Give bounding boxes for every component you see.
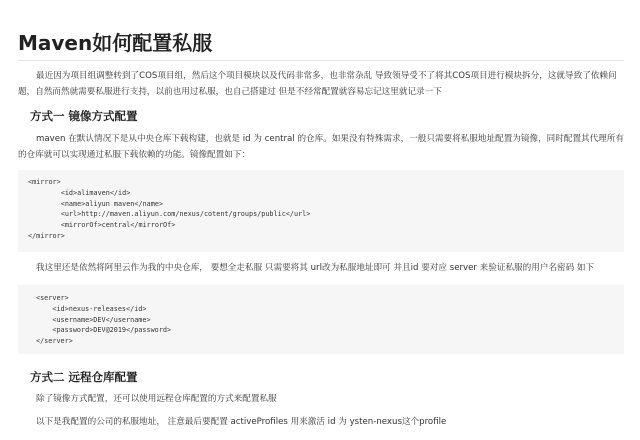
code-line: <mirror> bbox=[28, 178, 61, 186]
code-line: </mirror> bbox=[28, 231, 65, 240]
code-line: <password>DEV@2019</password> bbox=[36, 326, 172, 335]
remote-description: 除了镜像方式配置，还可以使用远程仓库配置的方式来配置私服 bbox=[36, 394, 277, 404]
article-title: Maven如何配置私服 bbox=[18, 31, 213, 55]
server-note-paragraph: 我这里还是依然将阿里云作为我的中央仓库， 要想全走私服 只需要将其 url改为私服地址即可 并且id 要对应 server 来验证私服的用户名密码 如下 bbox=[36, 263, 595, 273]
code-line: <username>DEV</username> bbox=[36, 315, 151, 324]
section-heading-remote: 方式二 远程仓库配置 bbox=[30, 370, 138, 384]
intro-paragraph: 最近因为项目组调整转到了COS项目组，然后这个项目模块以及代码非常多，也非常杂乱 导致领导受不了将其COS项目进行模块拆分，这就导致了依赖问题，自然而然就需要私服进行支持，以前也用过私服，也自己搭建过 但是不经常配置就容易忘记这里就记录一下 bbox=[18, 71, 617, 97]
server-code-block bbox=[18, 285, 624, 354]
title-divider bbox=[18, 60, 624, 61]
code-line: <id>alimaven</id> bbox=[28, 188, 131, 197]
remote-note-paragraph: 以下是我配置的公司的私服地址， 注意最后要配置 activeProfiles 用来激活 id 为 ysten-nexus这个profile bbox=[36, 417, 447, 427]
code-line: </server> bbox=[36, 337, 73, 346]
code-line: <url>http://maven.aliyun.com/nexus/cotent/groups/public</url> bbox=[28, 210, 311, 219]
mirror-code-block bbox=[18, 170, 624, 252]
code-line: <server> bbox=[36, 294, 69, 302]
code-line: <mirrorOf>central</mirrorOf> bbox=[28, 221, 176, 230]
section-heading-mirror: 方式一 镜像方式配置 bbox=[30, 109, 138, 123]
code-line: <name>aliyun maven</name> bbox=[28, 199, 164, 208]
mirror-description: maven 在默认情况下是从中央仓库下载构建，也就是 id 为 central 的仓库。如果没有特殊需求，一般只需要将私服地址配置为镜像，同时配置其代理所有的仓库就可以实现通过私服下载依赖的功能。镜像配置如下： bbox=[18, 134, 625, 160]
code-line: <id>nexus-releases</id> bbox=[36, 304, 147, 313]
